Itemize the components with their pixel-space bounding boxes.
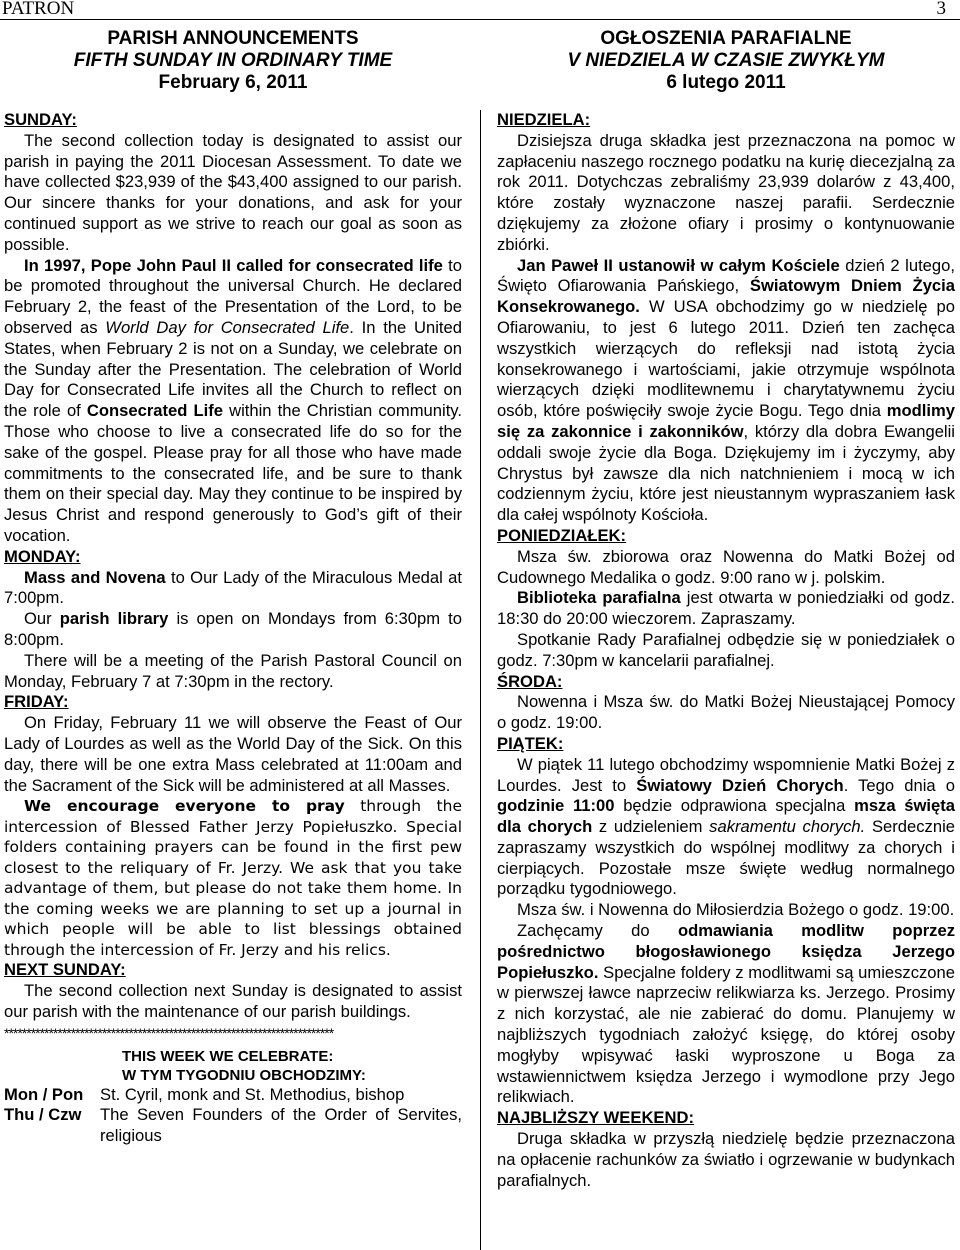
page-header xyxy=(0,0,960,20)
niedziela-collection-paragraph: Dzisiejsza druga składka jest przeznaczona na pomoc w zapłaceniu naszego rocznego podatku na kurię diecezjalną za rok 2011. Dotychczas zebraliśmy 23,939 dolarów z 43,400, które zostały wyznaczone naszej parafii. Serdecznie dziękujemy za złożone ofiary i prosimy o kontynuowanie zbiórki. xyxy=(497,130,955,254)
section-label-niedziela: NIEDZIELA: xyxy=(497,110,591,129)
feast-day: Mon / Pon xyxy=(4,1084,84,1104)
page-number: 3 xyxy=(936,0,946,19)
weekend-collection-paragraph: Druga składka w przyszłą niedzielę będzie przeznaczona na opłacenie rachunków za światło i ogrzewanie w budynkach parafialnych. xyxy=(497,1129,955,1190)
section-label-sroda: ŚRODA: xyxy=(497,671,563,691)
section-label-piatek: PIĄTEK: xyxy=(497,733,564,753)
feast-name: St. Cyril, monk and St. Methodius, bishop xyxy=(100,1084,405,1104)
celebrate-heading-en: THIS WEEK WE CELEBRATE: xyxy=(122,1047,334,1065)
consecrated-life-paragraph: In 1997, Pope John Paul II called for consecrated life to be promoted throughout the universal Church. He declared February 2, the feast of the Presentation of the Lord, to be observed as World Day for Consecrated Life. In the United States, when February 2 is not on a Sunday, we celebrate on the Sunday after the Presentation. The celebration of World Day for Consecrated Life invites all the Church to reflect on the role of Consecrated Life within the Christian community. Those who choose to live a consecrated life do so for the sake of the gospel. Please pray for all those who have made commitments to the consecrated life, and be sure to thank them on their special day. May they continue to be inspired by Jesus Christ and respond generously to God’s gift of their vocation. xyxy=(4,255,462,545)
polish-date: 6 lutego 2011 xyxy=(666,72,786,93)
section-label-weekend: NAJBLIŻSZY WEEKEND: xyxy=(497,1108,694,1128)
next-sunday-paragraph: The second collection next Sunday is designated to assist our parish with the maintenance of our parish buildings. xyxy=(4,981,462,1021)
feast-day: Thu / Czw xyxy=(4,1105,82,1125)
asterisk-divider: ************************************************************************** xyxy=(4,1024,334,1041)
polish-column xyxy=(497,28,955,1191)
niedziela-consecrated-paragraph: Jan Paweł II ustanowił w całym Kościele dzień 2 lutego, Święto Ofiarowania Pańskiego, Światowym Dniem Życia Konsekrowanego. W USA obchodzimy go w niedzielę po Ofiarowaniu, to jest 6 lutego 2011. Dzień ten zachęca wszystkich wierzących do refleksji nad istotą życia konsekrowanego i wartościami, jakie otrzymuje wspólnota wierzących dzięki modlitewnemu i charytatywnemu życiu osób, które poświęciły swoje życie Bogu. Tego dnia modlimy się za zakonnice i zakonników, którzy dla dobra Ewangelii oddali swoje życie dla Boga. Dziękujemy im i życzymy, aby Chrystus był zawsze dla nich natchnieniem i mocą w ich codziennym życiu, które jest nieustannym wypraszaniem łask dla całej wspólnoty Kościoła. xyxy=(497,255,955,525)
piatek-prayer-paragraph: Zachęcamy do odmawiania modlitw poprzez pośrednictwo błogosławionego księdza Jerzego Popiełuszko. Specjalne foldery z modlitwami są umieszczone w pierwszej ławce naprzeciw relikwiarza ks. Jerzego. Prosimy z nich korzystać, ale nie zabierać do domu. Planujemy w najbliższych tygodniach założyć księgę, do której osoby mogłyby wpisywać łaski wyproszone u Boga za wstawiennictwem księdza Jerzego i wymodlone przy Jego relikwiach. xyxy=(497,921,955,1107)
feast-row xyxy=(4,1105,462,1147)
monday-council-paragraph: There will be a meeting of the Parish Pastoral Council on Monday, February 7 at 7:30pm in the rectory. xyxy=(4,650,462,691)
polish-title-block xyxy=(497,28,955,94)
polish-subtitle: V NIEDZIELA W CZASIE ZWYKŁYM xyxy=(567,50,885,71)
sroda-novena-paragraph: Nowenna i Msza św. do Matki Bożej Nieustającej Pomocy o godz. 19:00. xyxy=(497,692,955,733)
feast-days-table xyxy=(4,1085,462,1147)
section-label-poniedzialek: PONIEDZIAŁEK: xyxy=(497,525,627,545)
section-label-monday: MONDAY: xyxy=(4,546,81,566)
feast-row xyxy=(4,1085,462,1106)
english-column xyxy=(4,28,462,1147)
column-divider xyxy=(480,110,481,1250)
poniedzialek-mass-paragraph: Msza św. zbiorowa oraz Nowenna do Matki Bożej od Cudownego Medalika o godz. 9:00 rano w j. polskim. xyxy=(497,546,955,587)
section-label-next-sunday: NEXT SUNDAY: xyxy=(4,960,126,980)
english-title-block xyxy=(4,28,462,94)
english-title: PARISH ANNOUNCEMENTS xyxy=(107,28,359,49)
feast-name: The Seven Founders of the Order of Servites, religious xyxy=(100,1105,462,1146)
monday-novena-paragraph: Mass and Novena to Our Lady of the Miraculous Medal at 7:00pm. xyxy=(4,567,463,608)
section-label-sunday: SUNDAY: xyxy=(4,110,77,129)
sunday-collection-paragraph: The second collection today is designated to assist our parish in paying the 2011 Diocesan Assessment. To date we have collected $23,939 of the $43,400 assigned to our parish. Our sincere thanks for your donations, and ask for your continued support as we strive to reach our goal as soon as possible. xyxy=(4,130,462,254)
friday-prayer-paragraph: We encourage everyone to pray through the intercession of Blessed Father Jerzy Popiełuszko. Special folders containing prayers can be found in the first pew closest to the reliquary of Fr. Jerzy. We ask that you take advantage of them, but please do not take them home. In the coming weeks we are planning to set up a journal in which people will be able to list blessings obtained through the intercession of Fr. Jerzy and his relics. xyxy=(4,797,462,959)
header-rule xyxy=(0,19,960,20)
english-date: February 6, 2011 xyxy=(158,72,308,93)
publication-name: PATRON xyxy=(2,0,75,19)
section-label-friday: FRIDAY: xyxy=(4,692,69,712)
poniedzialek-council-paragraph: Spotkanie Rady Parafialnej odbędzie się w poniedziałek o godz. 7:30pm w kancelarii parafialnej. xyxy=(497,629,955,670)
celebrate-heading-pl: W TYM TYGODNIU OBCHODZIMY: xyxy=(122,1066,366,1084)
piatek-mercy-paragraph: Msza św. i Nowenna do Miłosierdzia Bożego o godz. 19:00. xyxy=(517,900,955,920)
friday-lourdes-paragraph: On Friday, February 11 we will observe the Feast of Our Lady of Lourdes as well as the World Day of the Sick. On this day, there will be one extra Mass celebrated at 11:00am and the Sacrament of the Sick will be administered at all Masses. xyxy=(4,713,462,795)
monday-library-paragraph: Our parish library is open on Mondays from 6:30pm to 8:00pm. xyxy=(4,609,462,649)
english-subtitle: FIFTH SUNDAY IN ORDINARY TIME xyxy=(73,50,393,71)
polish-title: OGŁOSZENIA PARAFIALNE xyxy=(600,28,852,49)
poniedzialek-library-paragraph: Biblioteka parafialna jest otwarta w poniedziałki od godz. 18:30 do 20:00 wieczorem. Zapraszamy. xyxy=(497,588,955,629)
celebrate-heading xyxy=(4,1047,462,1085)
piatek-lourdes-paragraph: W piątek 11 lutego obchodzimy wspomnienie Matki Bożej z Lourdes. Jest to Światowy Dzień Chorych. Tego dnia o godzinie 11:00 będzie odprawiona specjalna msza święta dla chorych z udzieleniem sakramentu chorych. Serdecznie zapraszamy wszystkich do wspólnej modlitwy za chorych i cierpiących. Pozostałe msze święte według normalnego porządku tygodniowego. xyxy=(497,754,956,899)
